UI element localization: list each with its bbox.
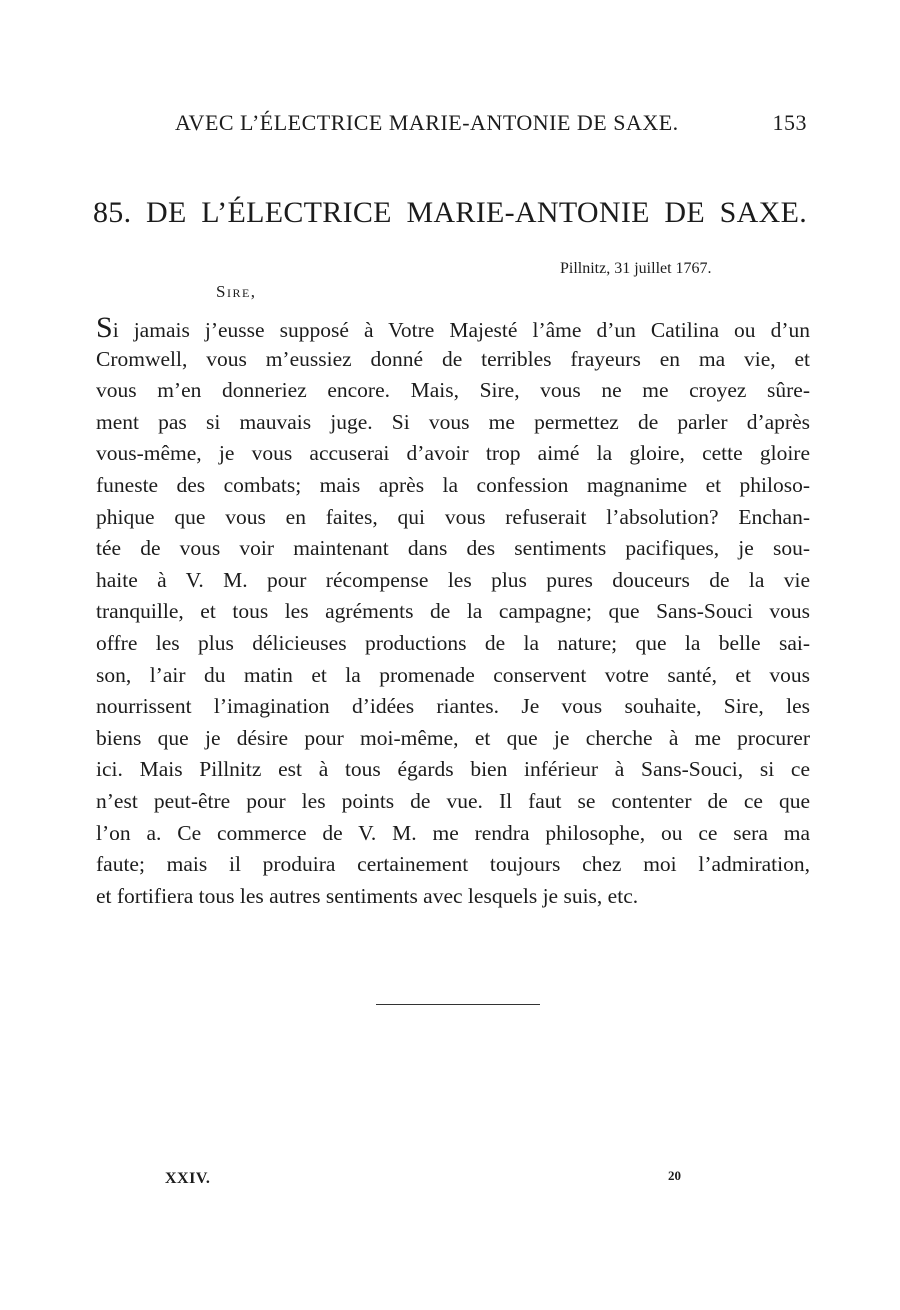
letter-body xyxy=(96,312,810,912)
body-line: nourrissent l’imagination d’idées riantes. Je vous souhaite, Sire, les xyxy=(96,694,810,719)
body-line: biens que je désire pour moi-même, et que je cherche à me procurer xyxy=(96,725,810,750)
body-line: Cromwell, vous m’eussiez donné de terribles frayeurs en ma vie, et xyxy=(96,346,810,371)
body-line xyxy=(96,312,810,344)
body-line: vous-même, je vous accuserai d’avoir trop aimé la gloire, cette gloire xyxy=(96,441,810,466)
sheet-number: 20 xyxy=(668,1168,681,1183)
body-line: l’on a. Ce commerce de V. M. me rendra philosophe, ou ce sera ma xyxy=(96,820,810,845)
page-number: 153 xyxy=(772,110,807,135)
body-line: faute; mais il produira certainement toujours chez moi l’admiration, xyxy=(96,852,810,877)
salutation-text: Sire, xyxy=(216,282,257,301)
body-line: haite à V. M. pour récompense les plus pures douceurs de la vie xyxy=(96,567,810,592)
body-line: funeste des combats; mais après la confession magnanime et philoso- xyxy=(96,472,810,497)
body-line: et fortifiera tous les autres sentiments avec lesquels je suis, etc. xyxy=(96,883,639,908)
initial-letter: S xyxy=(96,311,113,344)
letter-heading: 85. DE L’ÉLECTRICE MARIE-ANTONIE DE SAXE. xyxy=(93,196,807,229)
body-line: ici. Mais Pillnitz est à tous égards bien inférieur à Sans-Souci, si ce xyxy=(96,757,810,782)
body-line: tranquille, et tous les agréments de la campagne; que Sans-Souci vous xyxy=(96,599,810,624)
letter-dateline: Pillnitz, 31 juillet 1767. xyxy=(560,260,712,277)
body-line: offre les plus délicieuses productions de la nature; que la belle sai- xyxy=(96,630,810,655)
running-head xyxy=(175,110,807,140)
section-divider xyxy=(376,1004,540,1005)
body-line: son, l’air du matin et la promenade conservent votre santé, et vous xyxy=(96,662,810,687)
body-line: ment pas si mauvais juge. Si vous me permettez de parler d’après xyxy=(96,409,810,434)
running-head-title: AVEC L’ÉLECTRICE MARIE-ANTONIE DE SAXE. xyxy=(175,110,679,135)
body-line: phique que vous en faites, qui vous refuserait l’absolution? Enchan- xyxy=(96,504,810,529)
signature-mark: XXIV. xyxy=(165,1170,211,1187)
body-line: n’est peut-être pour les points de vue. Il faut se contenter de ce que xyxy=(96,788,810,813)
letter-salutation xyxy=(216,282,257,302)
body-line: vous m’en donneriez encore. Mais, Sire, vous ne me croyez sûre- xyxy=(96,378,810,403)
body-line-text: i jamais j’eusse supposé à Votre Majesté l’âme d’un Catilina ou d’un xyxy=(112,318,810,342)
body-line: tée de vous voir maintenant dans des sentiments pacifiques, je sou- xyxy=(96,536,810,561)
